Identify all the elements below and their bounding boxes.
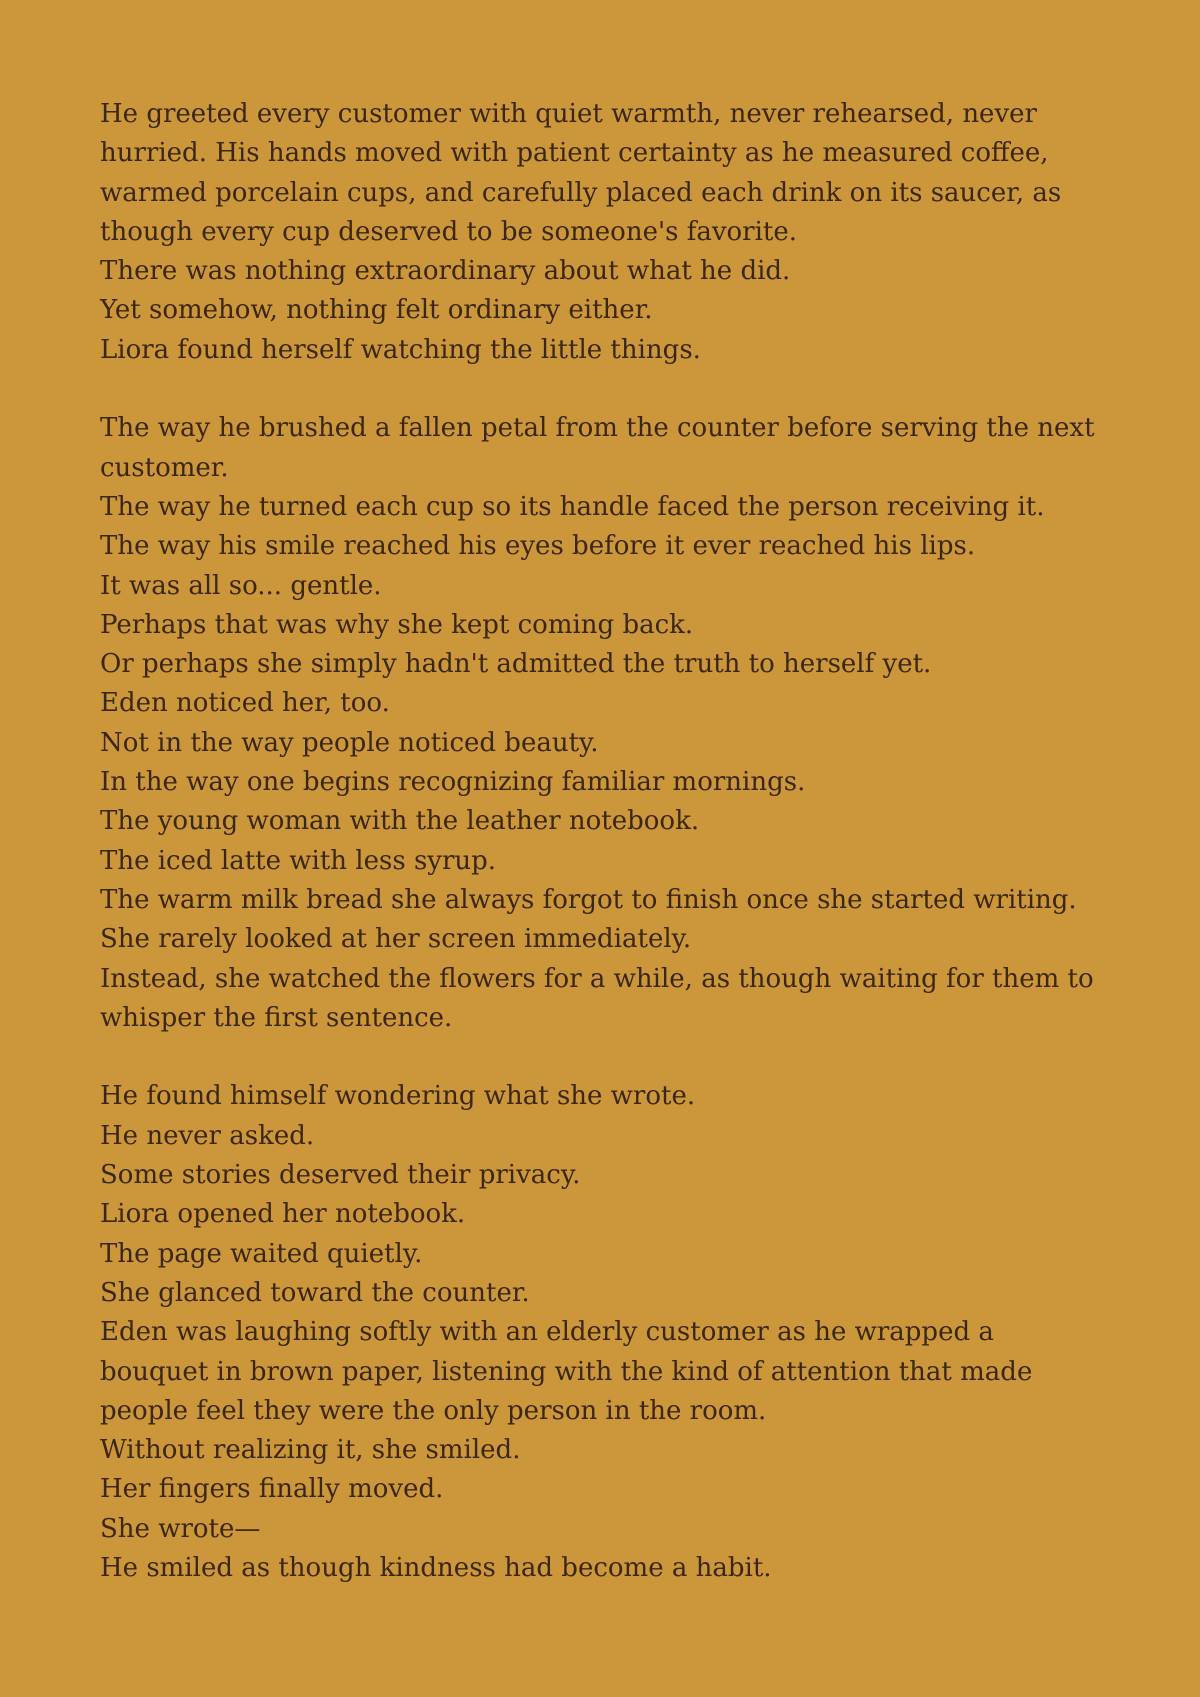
- text-line: The way his smile reached his eyes before it ever reached his lips.: [100, 531, 976, 562]
- text-line: Eden was laughing softly with an elderly customer as he wrapped a bouquet in brown paper, listening with the kind of attention that made people feel they were the only person in the room.: [100, 1317, 1033, 1426]
- text-line: In the way one begins recognizing familiar mornings.: [100, 767, 806, 798]
- text-line: He greeted every customer with quiet warmth, never rehearsed, never hurried. His hands moved with patient certainty as he measured coffee, warmed porcelain cups, and carefully placed each drink on its saucer, as though every cup deserved to be someone's favorite.: [100, 99, 1062, 247]
- text-line: There was nothing extraordinary about what he did.: [100, 256, 791, 287]
- paragraph-1: [100, 95, 1110, 370]
- text-line: Without realizing it, she smiled.: [100, 1435, 521, 1466]
- text-line: She glanced toward the counter.: [100, 1277, 530, 1308]
- text-line: Instead, she watched the flowers for a while, as though waiting for them to whisper the first sentence.: [100, 963, 1094, 1033]
- text-line: The young woman with the leather notebook.: [100, 806, 700, 837]
- text-line: Some stories deserved their privacy.: [100, 1160, 581, 1191]
- text-line: Not in the way people noticed beauty.: [100, 727, 599, 758]
- paragraph-3: [100, 1077, 1110, 1588]
- paragraph-2: [100, 409, 1110, 1038]
- text-line: Liora found herself watching the little things.: [100, 334, 701, 365]
- text-line: Eden noticed her, too.: [100, 688, 390, 719]
- text-line: She wrote—: [100, 1513, 261, 1544]
- text-line: She rarely looked at her screen immediately.: [100, 924, 692, 955]
- text-line: Perhaps that was why she kept coming back.: [100, 609, 694, 640]
- text-line: The warm milk bread she always forgot to finish once she started writing.: [100, 884, 1077, 915]
- text-line: Her fingers finally moved.: [100, 1474, 444, 1505]
- text-line: The way he turned each cup so its handle faced the person receiving it.: [100, 491, 1045, 522]
- text-line: The page waited quietly.: [100, 1238, 423, 1269]
- text-line: Yet somehow, nothing felt ordinary either.: [100, 295, 653, 326]
- text-line: Or perhaps she simply hadn't admitted the truth to herself yet.: [100, 649, 932, 680]
- text-line: The way he brushed a fallen petal from the counter before serving the next customer.: [100, 413, 1095, 483]
- text-line: Liora opened her notebook.: [100, 1199, 466, 1230]
- text-line: He found himself wondering what she wrote.: [100, 1081, 696, 1112]
- text-line: The iced latte with less syrup.: [100, 845, 497, 876]
- text-line: He never asked.: [100, 1120, 315, 1151]
- text-line: He smiled as though kindness had become a habit.: [100, 1552, 772, 1583]
- text-line: It was all so... gentle.: [100, 570, 382, 601]
